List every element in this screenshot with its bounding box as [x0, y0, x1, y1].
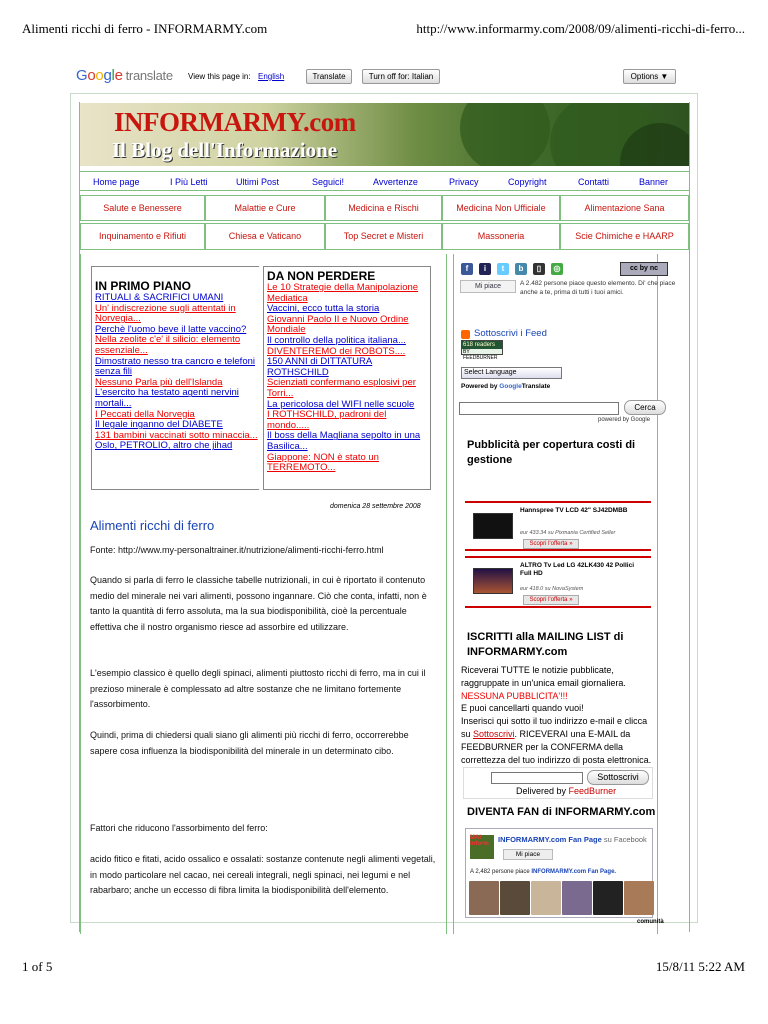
- print-datetime: 15/8/11 5:22 AM: [655, 959, 745, 974]
- left-link[interactable]: Nessuno Parla più dell'Islanda: [95, 376, 223, 388]
- left-link[interactable]: Un' indiscrezione sugli attentati in Norvegia...: [95, 302, 236, 325]
- print-page-title: Alimenti ricchi di ferro - INFORMARMY.com: [22, 21, 268, 36]
- ad-offer-button[interactable]: Scopri l'offerta »: [523, 595, 579, 605]
- print-page-number: 1 of 5: [22, 959, 53, 974]
- in-primo-piano-heading: IN PRIMO PIANO: [95, 279, 192, 293]
- category-malattie[interactable]: Malattie e Cure: [205, 195, 325, 221]
- blogger-icon[interactable]: b: [515, 263, 527, 275]
- ads-heading: Pubblicità per copertura costi di gestione: [467, 439, 636, 466]
- right-link[interactable]: Giovanni Paolo II e Nuovo Ordine Mondiale: [267, 313, 409, 336]
- avatar[interactable]: [469, 881, 499, 915]
- mailing-description: Riceverai TUTTE le notizie pubblicate, raggruppate in un'unica email giornaliera. NESSUNA PUBBLICITA'!!! E puoi cancellarti quando vuoi! Inserisci qui sotto il tuo indirizzo e-mail e clicca su Sottoscrivi. RICEVERAI una E-MAIL da FEEDBURNER per la CONFERMA della correttezza del tuo indirizzo di posta elettronica.: [461, 665, 652, 765]
- da-non-perdere-heading: DA NON PERDERE: [267, 269, 376, 283]
- fan-avatars: [469, 881, 651, 915]
- right-link[interactable]: I ROTHSCHILD, padroni del mondo.....: [267, 409, 387, 431]
- category-massoneria[interactable]: Massoneria: [442, 223, 560, 250]
- options-button[interactable]: Options ▼: [623, 69, 676, 84]
- email-input[interactable]: [491, 772, 583, 784]
- left-link[interactable]: L'esercito ha testato agenti nervini mortali...: [95, 387, 239, 409]
- subscribe-link[interactable]: Sottoscrivi: [473, 728, 515, 739]
- rss-share-icon[interactable]: ◎: [551, 263, 563, 275]
- post-date: domenica 28 settembre 2008: [330, 503, 421, 510]
- nav-contatti[interactable]: Contatti: [578, 177, 610, 187]
- category-scie-chimiche[interactable]: Scie Chimiche e HAARP: [560, 223, 689, 250]
- right-link[interactable]: La pericolosa del WIFI nelle scuole: [267, 398, 415, 410]
- left-link[interactable]: 131 bambini vaccinati sotto minaccia...: [95, 429, 258, 441]
- post-paragraph: Fattori che riducono l'assorbimento del ferro:: [90, 823, 268, 833]
- category-inquinamento[interactable]: Inquinamento e Rifiuti: [80, 223, 205, 250]
- post-paragraph: Quindi, prima di chiedersi quali siano gli alimenti più ricchi di ferro, occorrerebbe sapere cosa influenza la biodisponibilità del minerale in un determinato cibo.: [90, 730, 409, 756]
- nav-copyright[interactable]: Copyright: [508, 177, 547, 187]
- left-link[interactable]: Perchè l'uomo beve il latte vaccino?: [95, 323, 247, 335]
- language-link[interactable]: English: [258, 72, 285, 81]
- category-alimentazione[interactable]: Alimentazione Sana: [560, 195, 689, 221]
- avatar[interactable]: [531, 881, 561, 915]
- fan-heading: DIVENTA FAN di INFORMARMY.com: [467, 806, 656, 818]
- like-count-text: A 2.482 persone piace questo elemento. Di' che piace anche a te, prima di tutti i tuoi amici.: [520, 280, 676, 296]
- community-link[interactable]: comunità: [637, 919, 664, 925]
- ad-offer-button[interactable]: Scopri l'offerta »: [523, 539, 579, 549]
- left-link[interactable]: Dimostrato nesso tra cancro e telefoni senza fili: [95, 355, 255, 378]
- category-chiesa[interactable]: Chiesa e Vaticano: [205, 223, 325, 250]
- nav-home[interactable]: Home page: [93, 177, 140, 187]
- post-paragraph: Quando si parla di ferro le classiche tabelle nutrizionali, in cui è riportato il contenuto medio del minerale nei vari alimenti, possono ingannare. Ciò che conta, infatti, non è tanto la quantità di ferro assoluta, ma la sua biodisponibilità, cioè la percentuale effettiva che il nostro organismo riesce ad assorbire ed utilizzare.: [90, 575, 427, 632]
- mobile-icon[interactable]: ▯: [533, 263, 545, 275]
- facebook-icon[interactable]: f: [461, 263, 473, 275]
- avatar[interactable]: [624, 881, 654, 915]
- delivered-by-feedburner: Delivered by FeedBurner: [516, 786, 617, 796]
- post-title[interactable]: Alimenti ricchi di ferro: [90, 518, 215, 533]
- info-icon[interactable]: i: [479, 263, 491, 275]
- site-subtitle: Il Blog dell'Informazione: [112, 138, 338, 162]
- nav-banner[interactable]: Banner: [639, 177, 669, 187]
- category-medicina-rischi[interactable]: Medicina e Rischi: [325, 195, 442, 221]
- left-link[interactable]: Oslo, PETROLIO, altro che jihad: [95, 440, 233, 452]
- facebook-fan-box: [465, 828, 653, 918]
- left-link[interactable]: RITUALI & SACRIFICI UMANI: [95, 292, 224, 303]
- right-link[interactable]: Il controllo della politica italiana...: [267, 334, 406, 346]
- da-non-perdere: [263, 266, 431, 490]
- nav-ultimi-post[interactable]: Ultimi Post: [236, 177, 280, 187]
- nav-piu-letti[interactable]: I Più Letti: [170, 177, 208, 187]
- main-nav: [80, 171, 689, 191]
- right-link[interactable]: Il boss della Magliana sepolto in una Basilica...: [267, 430, 421, 452]
- category-medicina-non-ufficiale[interactable]: Medicina Non Ufficiale: [442, 195, 560, 221]
- print-page-url: http://www.informarmy.com/2008/09/alimenti-ricchi-di-ferro...: [416, 21, 745, 36]
- turn-off-button[interactable]: Turn off for: Italian: [362, 69, 440, 84]
- right-link[interactable]: DIVENTEREMO dei ROBOTS....: [267, 345, 406, 357]
- category-top-secret[interactable]: Top Secret e Misteri: [325, 223, 442, 250]
- post-paragraph: L'esempio classico è quello degli spinaci, alimenti piuttosto ricchi di ferro, ma in cui il prezioso minerale è complessato ad altre sostanze che ne limitano fortemente l'assorbimento.: [90, 668, 426, 709]
- avatar[interactable]: [593, 881, 623, 915]
- translate-button[interactable]: Translate: [306, 69, 352, 84]
- ad-item[interactable]: ALTRO Tv Led LG 42LK430 42 Pollici Full HD eur 418.0 su NovaSystem Scopri l'offerta »: [465, 556, 651, 608]
- twitter-icon[interactable]: t: [497, 263, 509, 275]
- avatar[interactable]: [500, 881, 530, 915]
- featured-box: [91, 266, 436, 490]
- language-select[interactable]: Select Language: [461, 367, 562, 379]
- creative-commons-badge[interactable]: cc by nc: [620, 262, 668, 276]
- powered-by-google: powered by Google: [598, 417, 651, 423]
- google-translate-bar: [70, 66, 698, 88]
- category-salute[interactable]: Salute e Benessere: [80, 195, 205, 221]
- feedburner-counter: 618 readers BY FEEDBURNER: [461, 340, 503, 355]
- avatar[interactable]: [562, 881, 592, 915]
- powered-by-translate: Powered by GoogleTranslate: [461, 383, 551, 390]
- in-primo-piano: [91, 266, 259, 490]
- subscribe-button[interactable]: Sottoscrivi: [587, 770, 649, 785]
- fan-count-text: A 2,482 persone piace INFORMARMY.com Fan Page.: [470, 869, 617, 875]
- right-link[interactable]: Le 10 Strategie della Manipolazione Mediatica: [267, 282, 419, 304]
- site-banner[interactable]: [80, 103, 689, 166]
- left-link[interactable]: I Peccati della Norvegia: [95, 408, 195, 420]
- right-link[interactable]: Giappone: NON è stato un TERREMOTO...: [267, 451, 379, 474]
- search-button[interactable]: Cerca: [624, 400, 666, 415]
- left-link[interactable]: Il legale inganno del DIABETE: [95, 419, 223, 431]
- ad-item[interactable]: Hannspree TV LCD 42" SJ42DMBB eur 433.34 su Pixmania Certified Seller Scopri l'offerta »: [465, 501, 651, 551]
- post-paragraph: acido fitico e fitati, acido ossalico e ossalati: sostanze contenute negli alimenti vegetali, in modo particolare nel cacao, nei cereali integrali, negli spinaci, nei legumi e nel rabarbaro; anche un eccesso di fibra limita la biodisponibilità dell'elemento.: [90, 854, 436, 895]
- google-translate-logo: Google translate: [76, 67, 173, 84]
- like-button[interactable]: Mi piace: [460, 280, 516, 293]
- nav-avvertenze[interactable]: Avvertenze: [373, 177, 418, 187]
- search-input[interactable]: [459, 402, 619, 415]
- rss-icon: [461, 330, 470, 339]
- right-link[interactable]: Scienziati confermano esplosivi per Torri...: [267, 377, 416, 399]
- fan-page-title[interactable]: INFORMARMY.com Fan Page su Facebook: [498, 835, 647, 844]
- site-title: INFORMARMY.com: [114, 107, 356, 137]
- fan-like-button[interactable]: Mi piace: [503, 849, 553, 860]
- subscribe-feed-link[interactable]: Sottoscrivi i Feed: [474, 328, 547, 339]
- right-link[interactable]: Vaccini, ecco tutta la storia: [267, 303, 380, 315]
- tv-image: [473, 568, 513, 594]
- nav-privacy[interactable]: Privacy: [449, 177, 479, 187]
- nav-seguici[interactable]: Seguici!: [312, 177, 345, 187]
- view-page-label: View this page in:: [188, 72, 251, 81]
- tv-image: [473, 513, 513, 539]
- mailing-heading: ISCRITTI alla MAILING LIST di INFORMARMY.com: [467, 631, 624, 658]
- post-source: Fonte: http://www.my-personaltrainer.it/nutrizione/alimenti-ricchi-ferro.html: [90, 545, 384, 555]
- right-link[interactable]: 150 ANNI di DITTATURA ROTHSCHILD: [267, 356, 373, 378]
- fan-page-logo: MAI Inform: [470, 835, 494, 859]
- left-link[interactable]: Nella zeolite c'e' il silicio: elemento essenziale...: [95, 334, 241, 356]
